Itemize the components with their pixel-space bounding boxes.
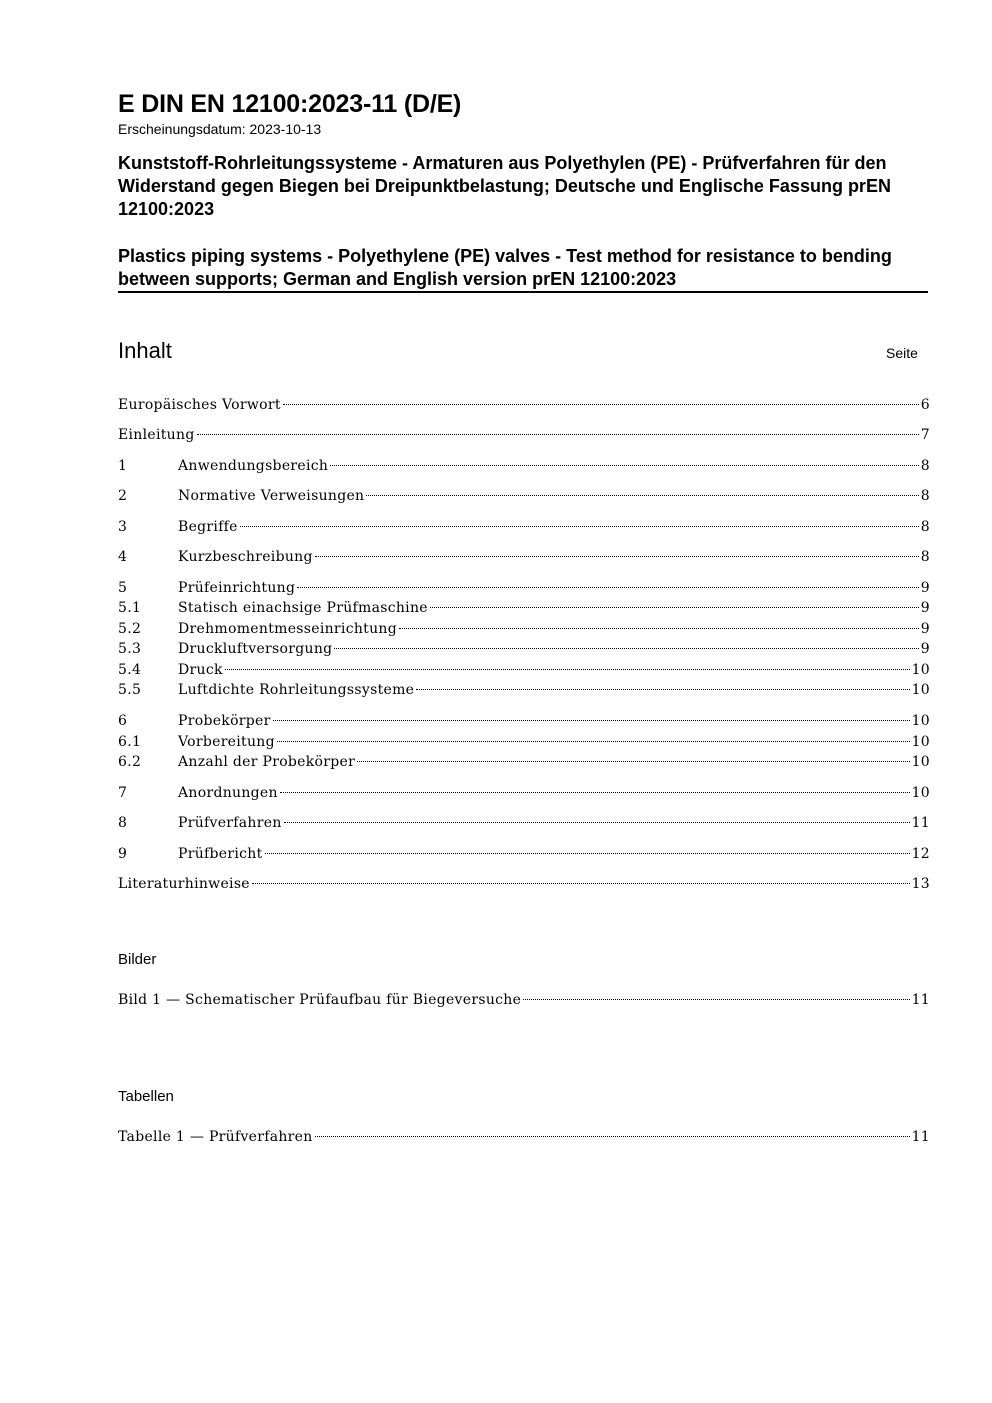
title-english: Plastics piping systems - Polyethylene (PE) valves - Test method for resistance to bending between supports; German and English version prEN 12100:2023 (118, 245, 928, 293)
dot-leader (252, 883, 910, 884)
toc-entry-label: Anordnungen (178, 785, 278, 801)
toc-entry-5[interactable] (118, 578, 930, 598)
toc-entry-label: Anwendungsbereich (178, 458, 329, 474)
toc-entry-foreword[interactable] (118, 395, 930, 415)
toc-entry-label: Druck (178, 662, 223, 678)
dot-leader (273, 720, 910, 721)
dot-leader (416, 689, 909, 690)
toc-entry-page: 10 (911, 713, 930, 729)
dot-leader (283, 404, 919, 405)
toc-entry-label: Begriffe (178, 519, 238, 535)
toc-page-label: Seite (886, 345, 918, 361)
toc-entry-label: Vorbereitung (178, 734, 275, 750)
toc-entry-number: 2 (118, 488, 128, 504)
dot-leader (277, 741, 910, 742)
toc-entry-5-5[interactable] (118, 680, 930, 700)
toc-entry-label: Prüfbericht (178, 846, 263, 862)
figures-heading: Bilder (118, 951, 157, 968)
dot-leader (430, 607, 919, 608)
toc-entry-bibliography[interactable] (118, 874, 930, 894)
toc-entry-3[interactable] (118, 517, 930, 537)
document-id: E DIN EN 12100:2023-11 (D/E) (118, 90, 462, 118)
toc-entry-page: 9 (920, 580, 930, 596)
toc-entry-page: 9 (920, 641, 930, 657)
toc-entry-number: 6.2 (118, 754, 142, 770)
dot-leader (357, 761, 909, 762)
toc-entry-introduction[interactable] (118, 425, 930, 445)
tables-heading: Tabellen (118, 1088, 174, 1105)
toc-entry-page: 8 (920, 549, 930, 565)
toc-entry-label: Kurzbeschreibung (178, 549, 313, 565)
dot-leader (334, 648, 918, 649)
toc-entry-page: 11 (911, 815, 930, 831)
toc-entry-page: 6 (920, 397, 930, 413)
toc-entry-5-2[interactable] (118, 619, 930, 639)
figure-entry-label: Bild 1 — Schematischer Prüfaufbau für Biegeversuche (118, 992, 522, 1008)
dot-leader (315, 556, 919, 557)
toc-entry-number: 3 (118, 519, 128, 535)
toc-entry-page: 7 (920, 427, 930, 443)
dot-leader (399, 628, 919, 629)
toc-entry-page: 9 (920, 621, 930, 637)
publication-date: Erscheinungsdatum: 2023-10-13 (118, 121, 322, 137)
toc-entry-6[interactable] (118, 711, 930, 731)
toc-entry-number: 4 (118, 549, 128, 565)
toc-entry-2[interactable] (118, 486, 930, 506)
toc-entry-number: 5.5 (118, 682, 142, 698)
toc-entry-8[interactable] (118, 813, 930, 833)
dot-leader (280, 792, 910, 793)
toc-entry-number: 5.4 (118, 662, 142, 678)
toc-entry-number: 5.1 (118, 600, 142, 616)
title-german: Kunststoff-Rohrleitungssysteme - Armaturen aus Polyethylen (PE) - Prüfverfahren für den Widerstand gegen Biegen bei Dreipunktbelastung; Deutsche und Englische Fassung prEN 12100:2023 (118, 153, 891, 219)
toc-entry-9[interactable] (118, 844, 930, 864)
toc-entry-4[interactable] (118, 547, 930, 567)
dot-leader (315, 1136, 910, 1137)
dot-leader (297, 587, 919, 588)
toc-entry-label: Einleitung (118, 427, 195, 443)
toc-entry-number: 5 (118, 580, 128, 596)
toc-entry-page: 10 (911, 785, 930, 801)
table-entry-page: 11 (911, 1129, 930, 1145)
toc-entry-number: 1 (118, 458, 128, 474)
toc-entry-label: Luftdichte Rohrleitungssysteme (178, 682, 415, 698)
toc-entry-1[interactable] (118, 456, 930, 476)
dot-leader (225, 669, 910, 670)
toc-entry-label: Drehmomentmesseinrichtung (178, 621, 397, 637)
dot-leader (330, 465, 919, 466)
toc-entry-page: 12 (911, 846, 930, 862)
table-entry-1[interactable] (118, 1127, 930, 1147)
toc-entry-6-1[interactable] (118, 732, 930, 752)
table-entry-label: Tabelle 1 — Prüfverfahren (118, 1129, 313, 1145)
figure-entry-1[interactable] (118, 990, 930, 1010)
dot-leader (240, 526, 919, 527)
dot-leader (523, 999, 909, 1000)
toc-entry-page: 10 (911, 754, 930, 770)
toc-entry-label: Prüfeinrichtung (178, 580, 296, 596)
document-header (118, 88, 934, 293)
toc-entry-page: 10 (911, 682, 930, 698)
toc-entry-label: Probekörper (178, 713, 271, 729)
dot-leader (197, 434, 919, 435)
dot-leader (284, 822, 910, 823)
toc-entry-page: 10 (911, 662, 930, 678)
toc-entry-label: Anzahl der Probekörper (178, 754, 356, 770)
toc-entry-page: 8 (920, 519, 930, 535)
toc-entry-label: Europäisches Vorwort (118, 397, 281, 413)
dot-leader (366, 495, 918, 496)
toc-entry-number: 6.1 (118, 734, 142, 750)
toc-entry-page: 10 (911, 734, 930, 750)
toc-entry-page: 13 (911, 876, 930, 892)
toc-entry-7[interactable] (118, 783, 930, 803)
toc-entry-page: 8 (920, 458, 930, 474)
toc-entry-label: Statisch einachsige Prüfmaschine (178, 600, 428, 616)
toc-entry-page: 8 (920, 488, 930, 504)
toc-entry-number: 5.2 (118, 621, 142, 637)
figure-entry-page: 11 (911, 992, 930, 1008)
toc-entry-number: 5.3 (118, 641, 142, 657)
toc-heading: Inhalt (118, 338, 172, 363)
toc-entry-number: 9 (118, 846, 128, 862)
toc-entry-5-3[interactable] (118, 639, 930, 659)
toc-entry-number: 8 (118, 815, 128, 831)
toc-entry-5-4[interactable] (118, 660, 930, 680)
toc-entry-number: 7 (118, 785, 128, 801)
toc-entry-label: Prüfverfahren (178, 815, 282, 831)
toc-entry-5-1[interactable] (118, 598, 930, 618)
toc-entry-label: Druckluftversorgung (178, 641, 333, 657)
toc-entry-6-2[interactable] (118, 752, 930, 772)
toc-entry-page: 9 (920, 600, 930, 616)
toc-entry-number: 6 (118, 713, 128, 729)
dot-leader (265, 853, 910, 854)
toc-entry-label: Literaturhinweise (118, 876, 250, 892)
toc-entry-label: Normative Verweisungen (178, 488, 365, 504)
